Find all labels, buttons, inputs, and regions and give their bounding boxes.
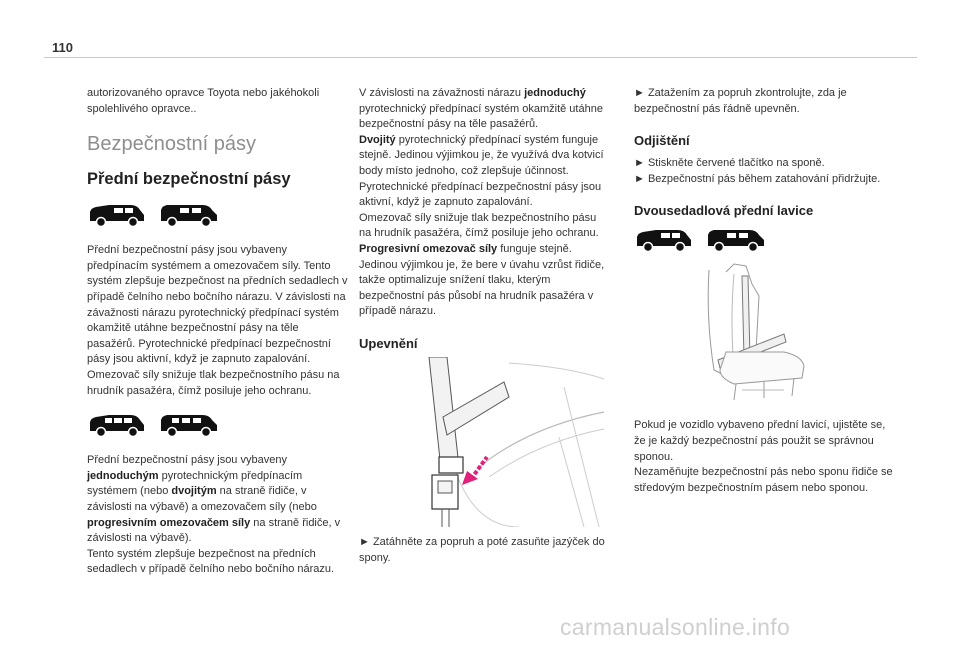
page-number: 110 (52, 40, 73, 55)
text-run: funguje stejně. Jedinou výjimkou je, že bere v úvahu vzrůst řidiče, takže optimalizuje snížení tlaku, kterým bezpečnostní pás působí na hrudník pasažéra v případě nárazu. (359, 242, 605, 318)
unfastening-heading: Odjištění (634, 133, 690, 149)
compact-van-icon (87, 201, 147, 229)
vehicle-icons-row-1 (87, 201, 349, 229)
passenger-van-icon (87, 411, 147, 439)
text-run: pyrotechnickým předpínacím systémem (nebo (87, 469, 303, 498)
step-arrow-icon: ► (634, 157, 645, 170)
text-run: Pokud je vozidlo vybaveno přední lavicí, ujistěte se, že je každý bezpečnostní pás použit se správnou sponou. (634, 419, 886, 463)
vehicle-icons-row-2 (87, 411, 349, 439)
text-run: na straně řidiče, v závislosti na výbavě). (87, 516, 341, 545)
column-3 (634, 86, 894, 496)
text-run: Tento systém zlepšuje bezpečnost na předních sedadlech v případě čelního nebo bočního nárazu. (87, 547, 335, 576)
text-run: pyrotechnický předpínací systém funguje stejně. Jedinou výjimkou je, že využívá dva kotvicí body místo jednoho, což zlepšuje účinnost. (359, 133, 604, 177)
bold-term: dvojitým (171, 485, 217, 498)
bold-term: Dvojitý (359, 133, 396, 146)
paragraph-pretensioner-variants (87, 453, 349, 578)
column-2 (359, 86, 609, 566)
text-run: Zatáhněte za popruh a poté zasuňte jazýček do spony. (359, 535, 605, 564)
long-van-icon (159, 201, 219, 229)
text-run: Přední bezpečnostní pásy jsou vybaveny (87, 454, 287, 467)
intro-text: autorizovaného opravce Toyota nebo jakéhokoli spolehlivého opravce.. (87, 87, 320, 115)
compact-van-icon (634, 226, 694, 254)
paragraph-pretensioner: Přední bezpečnostní pásy jsou vybaveny předpínacím systémem a omezovačem síly. Tento systém zlepšuje bezpečnost na předních sedadlech v případě čelního nebo bočního nárazu. V závislosti na závažnosti nárazu pyrotechnický předpínací systém okamžitě utáhne bezpečnostní pásy na těle pasažérů. Pyrotechnické předpínací bezpečnostní pásy jsou aktivní, když je zapnuto zapalování. Omezovač síly snižuje tlak bezpečnostního pásu na hrudník pasažéra, čímž posiluje jeho ochranu. (87, 244, 348, 397)
column-1 (87, 86, 349, 578)
step-insert-tongue (359, 535, 609, 566)
text-run: pyrotechnický předpínací systém okamžitě utáhne bezpečnostní pásy na těle pasažérů. (359, 102, 603, 131)
section-title: Bezpečnostní pásy (87, 133, 256, 156)
text-run: Stiskněte červené tlačítko na sponě. (644, 157, 825, 170)
step-check-fastening (634, 86, 894, 117)
watermark-text: carmanualsonline.info (560, 614, 791, 640)
unfastening-steps (634, 156, 894, 187)
long-van-icon (706, 226, 766, 254)
text-run: Nezaměňujte bezpečnostní pás nebo sponu řidiče se středovým bezpečnostním pásem nebo sponou. (634, 466, 893, 494)
text-run: V závislosti na závažnosti nárazu (359, 87, 525, 99)
fastening-heading: Upevnění (359, 335, 418, 351)
text-run: na straně řidiče, v závislosti na výbavě) a omezovačem síly (nebo (87, 485, 317, 513)
buckle-illustration (359, 357, 609, 527)
step-arrow-icon: ► (359, 535, 370, 548)
paragraph-bench-buckles (634, 418, 894, 496)
step-arrow-icon: ► (634, 87, 645, 99)
bold-term: Progresivní omezovač síly (359, 242, 498, 255)
text-run: Bezpečnostní pás během zatahování přidržujte. (644, 172, 881, 185)
text-run: Zatažením za popruh zkontrolujte, zda je bezpečnostní pás řádně upevněn. (634, 87, 847, 115)
vehicle-icons-row-3 (634, 226, 894, 254)
header-divider (44, 57, 917, 58)
bold-term: jednoduchý (524, 87, 586, 99)
long-passenger-van-icon (159, 411, 219, 439)
text-run: Pyrotechnické předpínací bezpečnostní pásy jsou aktivní, když je zapnuto zapalování. (359, 180, 602, 209)
bench-seat-illustration (634, 260, 894, 408)
subsection-title: Přední bezpečnostní pásy (87, 170, 291, 189)
bold-term: jednoduchým (87, 469, 159, 482)
text-run: Omezovač síly snižuje tlak bezpečnostního pásu na hrudník pasažéra, čímž posiluje jeho ochranu. (359, 211, 599, 240)
bold-term: progresivním omezovačem síly (87, 516, 251, 529)
bench-seat-heading: Dvousedadlová přední lavice (634, 203, 814, 219)
step-arrow-icon: ► (634, 172, 645, 185)
paragraph-single-pretensioner (359, 86, 609, 320)
